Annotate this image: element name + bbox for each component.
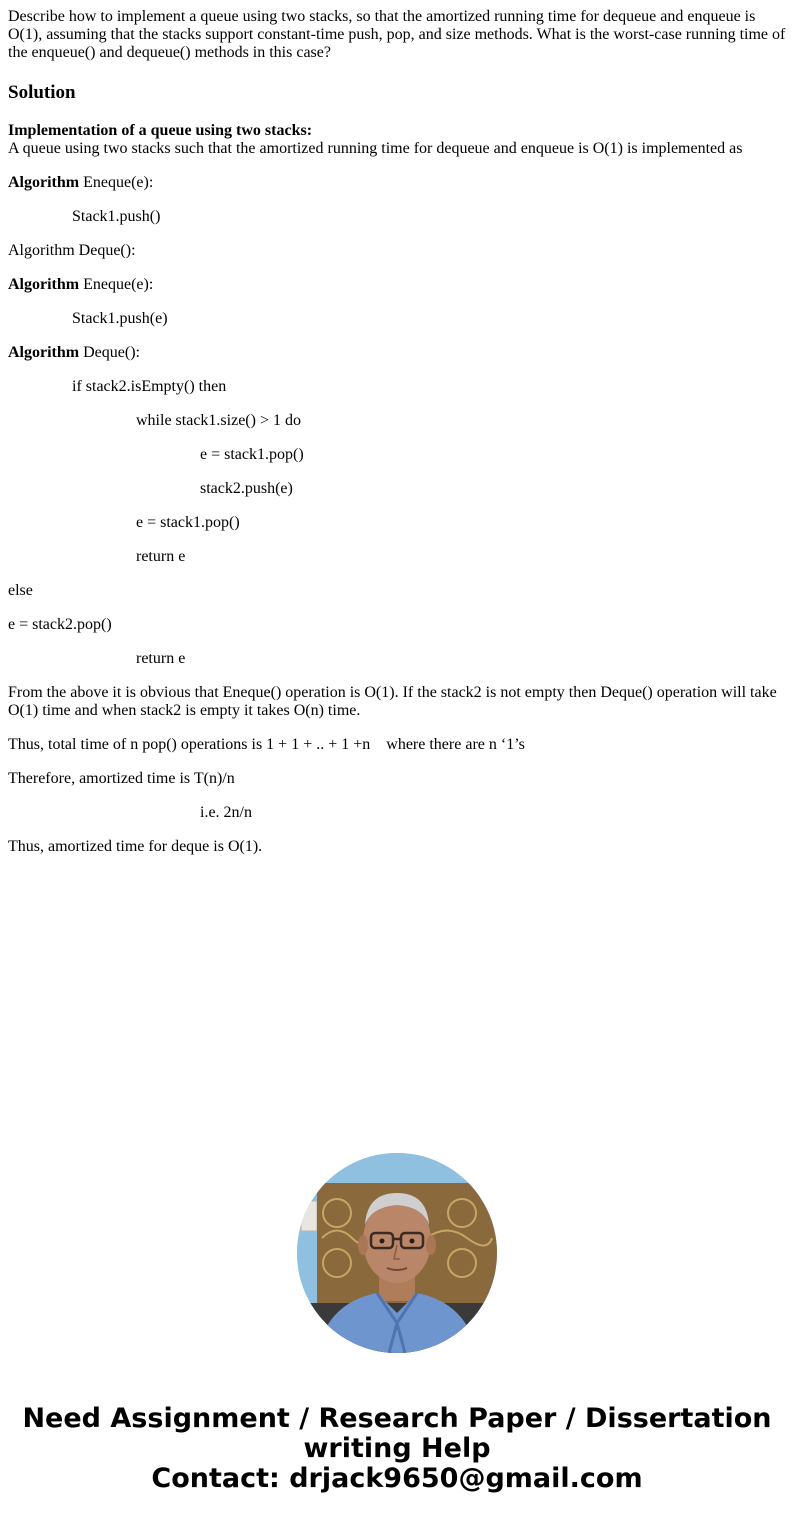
promo-line-2: writing Help	[303, 1433, 491, 1464]
total-time-text: Thus, total time of n pop() operations is 1 + 1 + .. + 1 +n where there are n ‘1’s	[8, 736, 525, 753]
algorithm-keyword: Algorithm	[8, 276, 80, 293]
algorithm-deque-header	[8, 344, 788, 362]
promo-banner	[0, 1404, 794, 1494]
algorithm-signature: Eneque(e):	[79, 174, 154, 191]
algorithm-keyword: Algorithm	[8, 174, 80, 191]
author-portrait-icon	[297, 1153, 497, 1353]
algorithm-signature: Deque():	[79, 344, 140, 361]
code-line: else	[8, 582, 33, 599]
explanation-text: From the above it is obvious that Eneque() operation is O(1). If the stack2 is not empty then Deque() operation will take O(1) time and when stack2 is empty it takes O(n) time.	[8, 684, 777, 719]
algorithm-signature: Eneque(e):	[79, 276, 154, 293]
code-line: e = stack1.pop()	[136, 514, 240, 531]
ie-text: i.e. 2n/n	[200, 804, 252, 821]
code-line: return e	[136, 650, 186, 667]
amortized-text: Therefore, amortized time is T(n)/n	[8, 770, 235, 787]
algorithm-deque-plain: Algorithm Deque():	[8, 242, 136, 259]
promo-line-1: Need Assignment / Research Paper / Dissertation	[22, 1403, 772, 1434]
intro-text: A queue using two stacks such that the amortized running time for dequeue and enqueue is O(1) is implemented as	[8, 140, 743, 157]
code-line: e = stack2.pop()	[8, 616, 112, 633]
code-line: return e	[136, 548, 186, 565]
code-line: if stack2.isEmpty() then	[72, 378, 227, 395]
promo-contact: Contact: drjack9650@gmail.com	[151, 1463, 643, 1494]
question-text: Describe how to implement a queue using two stacks, so that the amortized running time for dequeue and enqueue is O(1), assuming that the stacks support constant-time push, pop, and size methods. What is the worst-case running time of the enqueue() and dequeue() methods in this case?	[8, 8, 786, 61]
code-line: e = stack1.pop()	[200, 446, 304, 463]
code-line: Stack1.push(e)	[72, 310, 168, 327]
conclusion-text: Thus, amortized time for deque is O(1).	[8, 838, 263, 855]
algorithm-eneque-header-2	[8, 276, 788, 294]
code-line: Stack1.push()	[72, 208, 161, 225]
code-line: stack2.push(e)	[200, 480, 293, 497]
document-body	[8, 8, 788, 856]
implementation-heading: Implementation of a queue using two stacks:	[8, 122, 313, 139]
algorithm-eneque-header	[8, 174, 788, 192]
code-line: while stack1.size() > 1 do	[136, 412, 301, 429]
algorithm-keyword: Algorithm	[8, 344, 80, 361]
author-avatar	[297, 1153, 497, 1353]
solution-heading: Solution	[8, 82, 76, 103]
